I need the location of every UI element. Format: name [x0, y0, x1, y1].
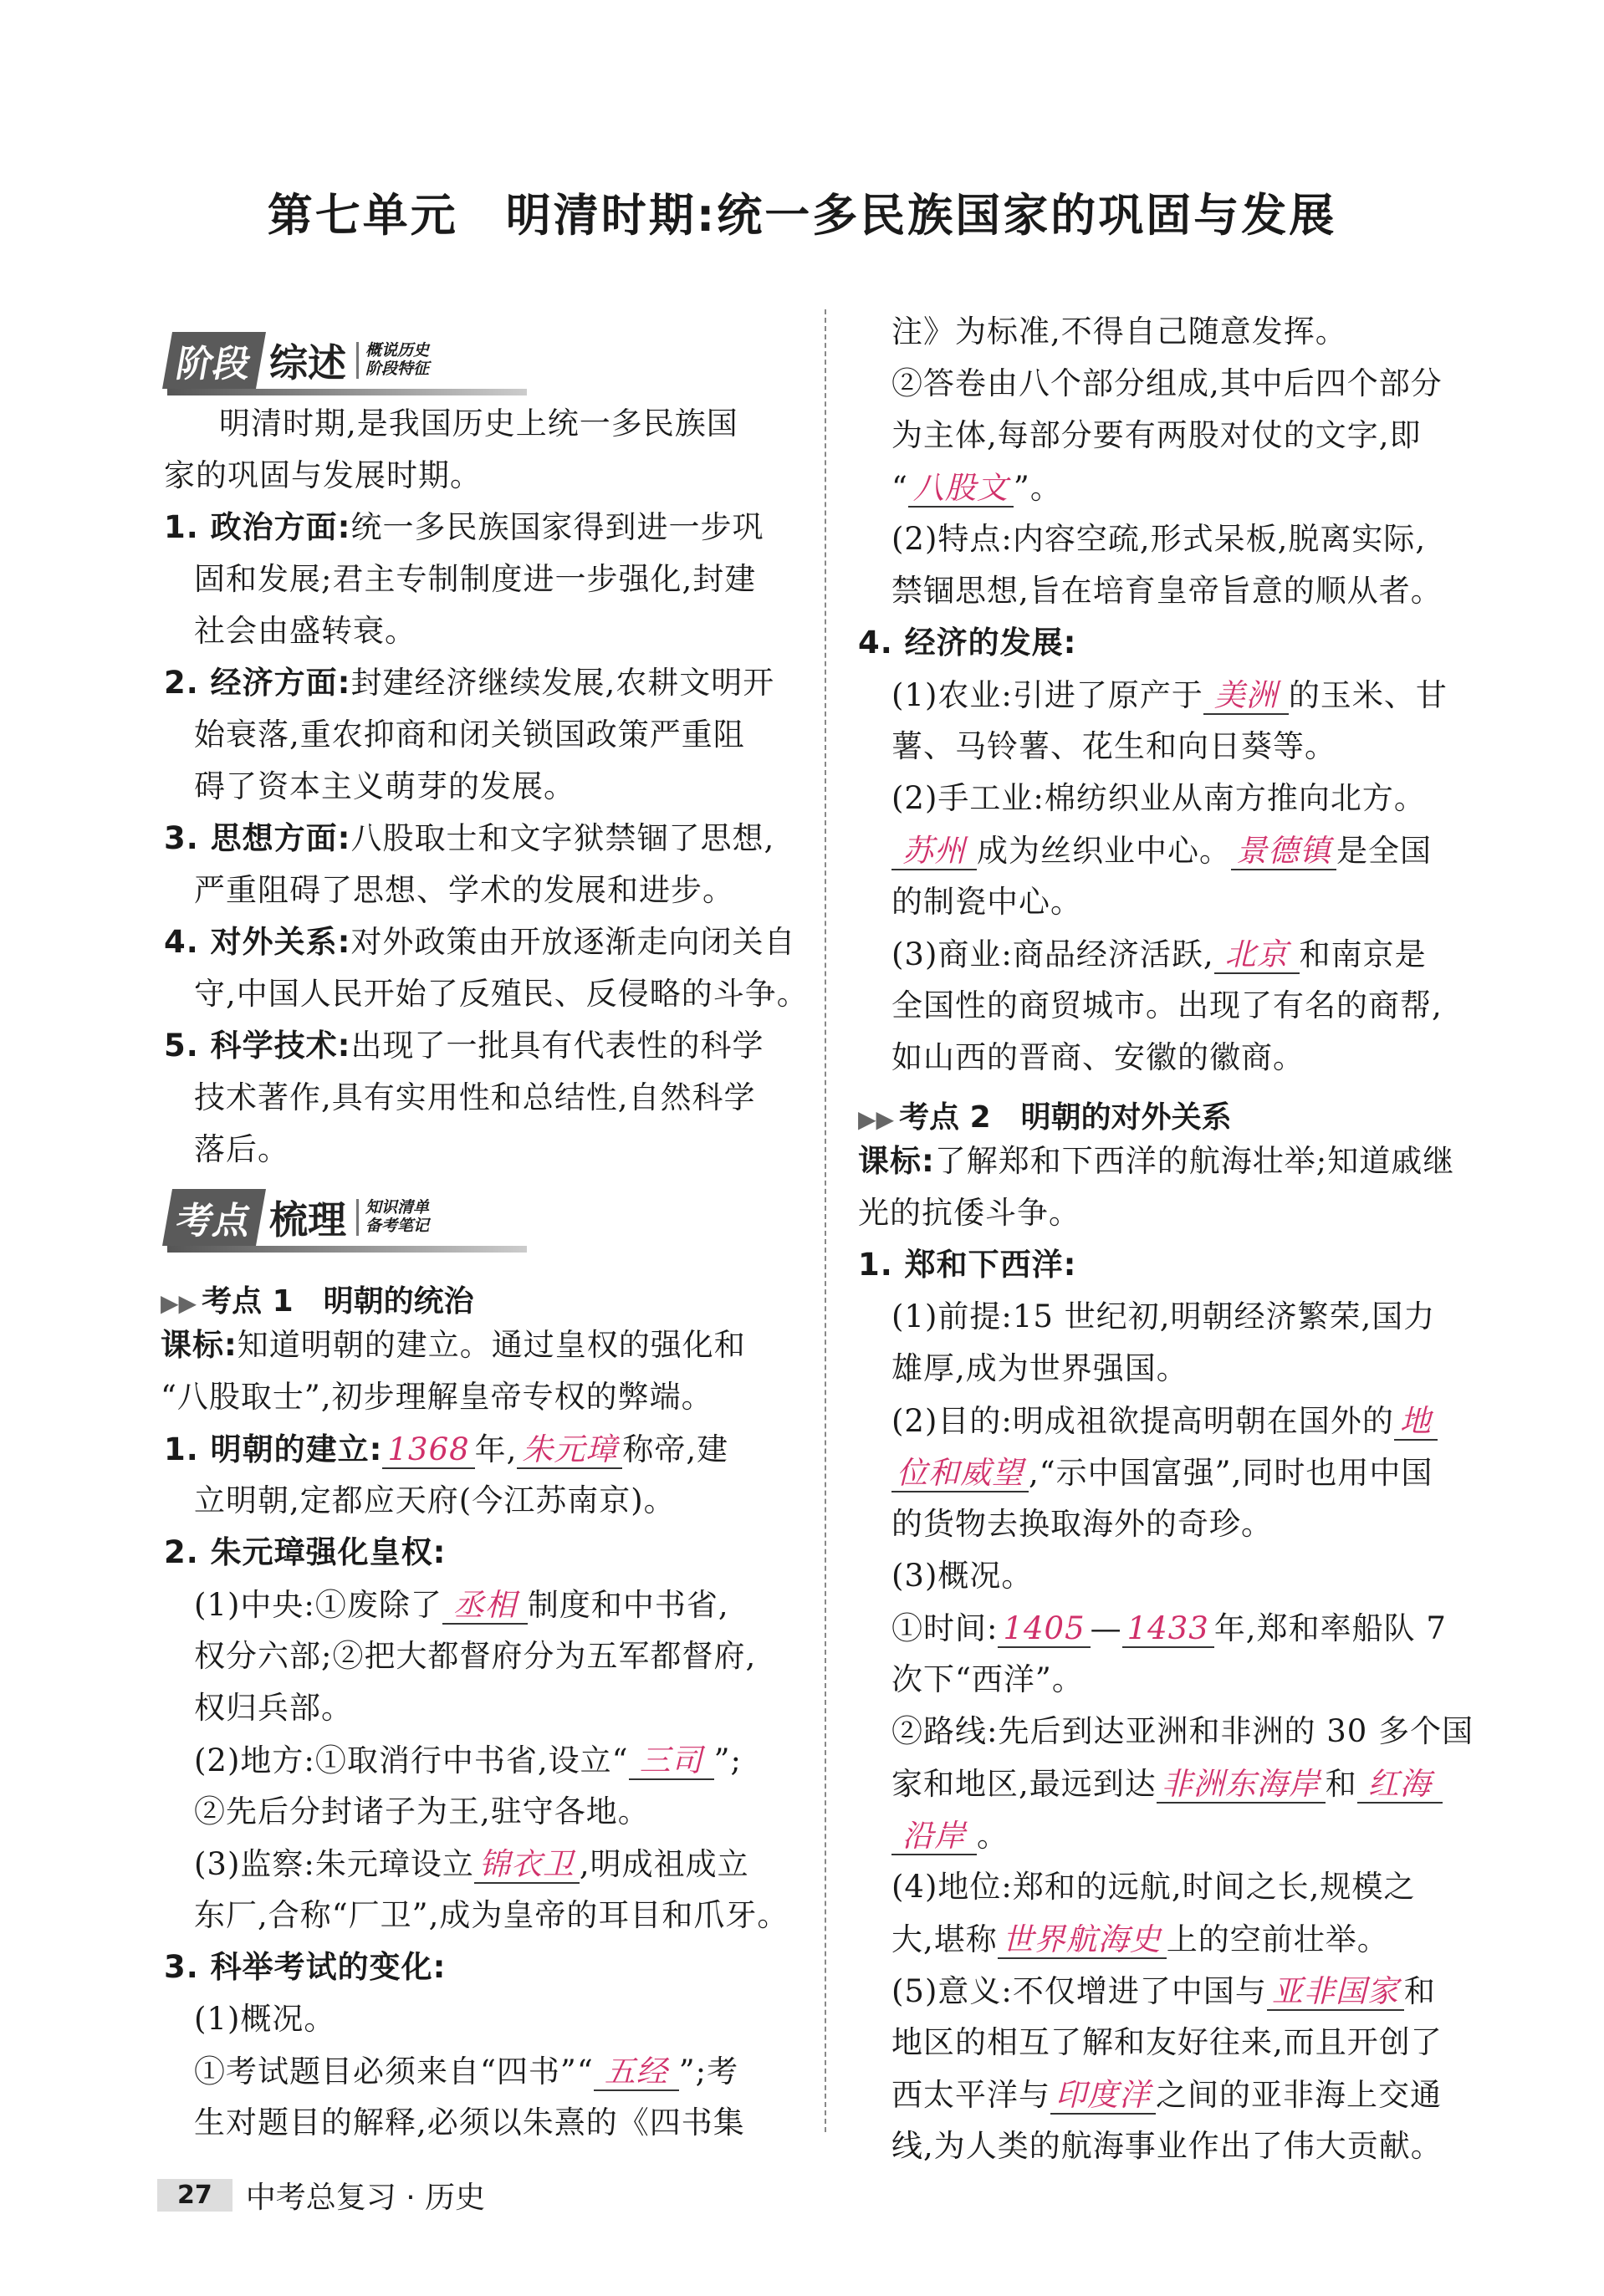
- exam-point-1-heading: ▶▶ 考点 1 明朝的统治: [161, 1284, 474, 1319]
- zhenghe-significance: (5)意义:不仅增进了中国与 亚非国家 和: [891, 1973, 1436, 2009]
- answer-blank[interactable]: 三司: [629, 1744, 714, 1780]
- standard-1: 课标:知道明朝的建立。通过皇权的强化和: [161, 1327, 746, 1363]
- overview-item-2-line3: 碍了资本主义萌芽的发展。: [194, 768, 575, 804]
- overview-item-1-line2: 固和发展;君主专制制度进一步强化,封建: [194, 561, 757, 597]
- zhenghe-purpose: (2)目的:明成祖欲提高明朝在国外的 地: [891, 1405, 1438, 1441]
- zhenghe-route-line3: 沿岸 。: [891, 1819, 1009, 1855]
- exam-topic-line2: 生对题目的解释,必须以朱熹的《四书集: [194, 2105, 745, 2140]
- zhenghe-status: (4)地位:郑和的远航,时间之长,规模之: [891, 1869, 1416, 1905]
- economy-commerce-line3: 如山西的晋商、安徽的徽商。: [891, 1039, 1305, 1075]
- heading-power: 2. 朱元璋强化皇权:: [164, 1534, 447, 1570]
- answer-blank[interactable]: 1433: [1122, 1612, 1214, 1648]
- zhenghe-purpose-line3: 的货物去换取海外的奇珍。: [891, 1506, 1273, 1542]
- answer-blank[interactable]: 景德镇: [1231, 834, 1336, 870]
- overview-item-4-line2: 守,中国人民开始了反殖民、反侵略的斗争。: [194, 976, 809, 1012]
- banner-subtitle: 知识清单 备考笔记: [356, 1199, 429, 1236]
- power-supervision-line2: 东厂,合称“厂卫”,成为皇帝的耳目和爪牙。: [194, 1897, 789, 1933]
- right-line-2: ②答卷由八个部分组成,其中后四个部分: [891, 365, 1443, 401]
- overview-intro-2: 家的巩固与发展时期。: [164, 457, 482, 493]
- heading-zhenghe: 1. 郑和下西洋:: [858, 1247, 1077, 1283]
- zhenghe-purpose-line2: 位和威望 ,“示中国富强”,同时也用中国: [891, 1457, 1433, 1492]
- banner-subtitle: 概说历史 阶段特征: [356, 342, 429, 379]
- exam-point-2-heading: ▶▶ 考点 2 明朝的对外关系: [858, 1100, 1232, 1135]
- zhenghe-significance-line4: 线,为人类的航海事业作出了伟大贡献。: [891, 2128, 1443, 2164]
- overview-item-2-line2: 始衰落,重农抑商和闭关锁国政策严重阻: [194, 717, 745, 753]
- banner-text: 综述: [269, 340, 346, 385]
- answer-blank[interactable]: 世界航海史: [998, 1923, 1167, 1959]
- zhenghe-time: ①时间: 1405 — 1433 年,郑和率船队 7: [891, 1610, 1447, 1646]
- banner-box: 考点: [162, 1189, 266, 1246]
- double-arrow-icon: ▶▶: [858, 1105, 895, 1133]
- economy-handicraft-line2: 苏州 成为丝织业中心。 景德镇 是全国: [891, 834, 1432, 870]
- power-local: (2)地方:①取消行中书省,设立“ 三司 ”;: [194, 1742, 742, 1778]
- answer-blank[interactable]: 锦衣卫: [474, 1848, 580, 1884]
- ming-founding-line2: 立明朝,定都应天府(今江苏南京)。: [194, 1482, 676, 1518]
- answer-blank[interactable]: 地: [1394, 1405, 1438, 1441]
- standard-1-line2: “八股取士”,初步理解皇帝专权的弊端。: [161, 1379, 713, 1415]
- answer-blank[interactable]: 美洲: [1203, 679, 1289, 715]
- answer-blank[interactable]: 亚非国家: [1267, 1975, 1404, 2011]
- answer-blank[interactable]: 位和威望: [891, 1457, 1029, 1492]
- answer-blank[interactable]: 红海: [1357, 1768, 1443, 1804]
- zhenghe-overview: (3)概况。: [891, 1558, 1034, 1594]
- economy-commerce: (3)商业:商品经济活跃, 北京 和南京是: [891, 936, 1427, 972]
- answer-blank[interactable]: 八股文: [908, 472, 1014, 508]
- zhenghe-status-line2: 大,堪称 世界航海史 上的空前壮举。: [891, 1921, 1389, 1957]
- standard-2: 课标:了解郑和下西洋的航海壮举;知道戚继: [858, 1143, 1455, 1179]
- right-line-6: 禁锢思想,旨在培育皇帝旨意的顺从者。: [891, 573, 1443, 609]
- overview-item-1-line3: 社会由盛转衰。: [194, 613, 416, 649]
- overview-item-2: 2. 经济方面:封建经济继续发展,农耕文明开: [164, 665, 775, 701]
- answer-blank[interactable]: 北京: [1214, 938, 1300, 974]
- page-title: 第七单元 明清时期:统一多民族国家的巩固与发展: [267, 189, 1337, 242]
- overview-intro-1: 明清时期,是我国历史上统一多民族国: [219, 406, 738, 441]
- page-number: 27: [157, 2179, 232, 2212]
- zhenghe-route-line2: 家和地区,最远到达 非洲东海岸 和 红海: [891, 1768, 1443, 1804]
- economy-handicraft: (2)手工业:棉纺织业从南方推向北方。: [891, 780, 1426, 816]
- economy-agriculture: (1)农业:引进了原产于 美洲 的玉米、甘: [891, 677, 1448, 713]
- overview-item-3-line2: 严重阻碍了思想、学术的发展和进步。: [194, 872, 734, 908]
- power-central: (1)中央:①废除了 丞相 制度和中书省,: [194, 1587, 729, 1623]
- heading-economy: 4. 经济的发展:: [858, 625, 1077, 661]
- overview-item-3: 3. 思想方面:八股取士和文字狱禁锢了思想,: [164, 820, 775, 856]
- banner-text: 梳理: [269, 1197, 346, 1242]
- column-divider: [825, 309, 826, 2132]
- economy-handicraft-line3: 的制瓷中心。: [891, 884, 1082, 920]
- page-footer: [157, 2174, 485, 2217]
- zhenghe-significance-line3: 西太平洋与 印度洋 之间的亚非海上交通: [891, 2077, 1442, 2113]
- overview-item-5: 5. 科学技术:出现了一批具有代表性的科学: [164, 1028, 764, 1064]
- double-arrow-icon: ▶▶: [161, 1289, 197, 1317]
- exam-overview: (1)概况。: [194, 2001, 336, 2037]
- banner-underline: [167, 1246, 527, 1253]
- economy-agriculture-line2: 薯、马铃薯、花生和向日葵等。: [891, 728, 1336, 764]
- right-line-1: 注》为标准,不得自己随意发挥。: [891, 314, 1347, 350]
- banner-underline: [167, 389, 527, 395]
- answer-blank[interactable]: 五经: [594, 2055, 679, 2091]
- right-line-4: “ 八股文 ”。: [891, 470, 1062, 506]
- answer-blank[interactable]: 1368: [382, 1433, 474, 1469]
- power-central-line2: 权分六部;②把大都督府分为五军都督府,: [194, 1638, 757, 1674]
- economy-commerce-line2: 全国性的商贸城市。出现了有名的商帮,: [891, 987, 1443, 1023]
- zhenghe-premise: (1)前提:15 世纪初,明朝经济繁荣,国力: [891, 1299, 1436, 1334]
- zhenghe-significance-line2: 地区的相互了解和友好往来,而且开创了: [891, 2024, 1443, 2060]
- overview-item-1: 1. 政治方面:统一多民族国家得到进一步巩: [164, 509, 764, 545]
- answer-blank[interactable]: 苏州: [891, 834, 977, 870]
- overview-item-5-line2: 技术著作,具有实用性和总结性,自然科学: [194, 1079, 756, 1115]
- standard-2-line2: 光的抗倭斗争。: [858, 1195, 1080, 1231]
- overview-item-4: 4. 对外关系:对外政策由开放逐渐走向闭关自: [164, 924, 796, 960]
- zhenghe-premise-line2: 雄厚,成为世界强国。: [891, 1350, 1188, 1386]
- ming-founding: 1. 明朝的建立: 1368 年, 朱元璋 称帝,建: [164, 1431, 729, 1467]
- section-banner-review: [167, 1187, 429, 1247]
- overview-item-5-line3: 落后。: [194, 1131, 289, 1167]
- heading-exam: 3. 科举考试的变化:: [164, 1949, 447, 1985]
- answer-blank[interactable]: 朱元璋: [517, 1433, 622, 1469]
- answer-blank[interactable]: 印度洋: [1050, 2079, 1156, 2115]
- answer-blank[interactable]: 非洲东海岸: [1157, 1768, 1326, 1804]
- right-line-3: 为主体,每部分要有两股对仗的文字,即: [891, 417, 1422, 453]
- right-line-5: (2)特点:内容空疏,形式呆板,脱离实际,: [891, 521, 1427, 557]
- zhenghe-time-line2: 次下“西洋”。: [891, 1661, 1084, 1697]
- power-supervision: (3)监察:朱元璋设立 锦衣卫 ,明成祖成立: [194, 1846, 749, 1882]
- answer-blank[interactable]: 沿岸: [891, 1819, 977, 1855]
- zhenghe-route: ②路线:先后到达亚洲和非洲的 30 多个国: [891, 1713, 1474, 1749]
- power-local-line2: ②先后分封诸子为王,驻守各地。: [194, 1793, 650, 1829]
- power-central-line3: 权归兵部。: [194, 1690, 353, 1726]
- banner-box: 阶段: [162, 332, 266, 389]
- exam-topic: ①考试题目必须来自“四书”“ 五经 ”;考: [194, 2054, 739, 2089]
- section-banner-overview: [167, 330, 429, 390]
- answer-blank[interactable]: 1405: [998, 1612, 1090, 1648]
- answer-blank[interactable]: 丞相: [442, 1589, 528, 1625]
- book-label: 中考总复习 · 历史: [245, 2181, 486, 2215]
